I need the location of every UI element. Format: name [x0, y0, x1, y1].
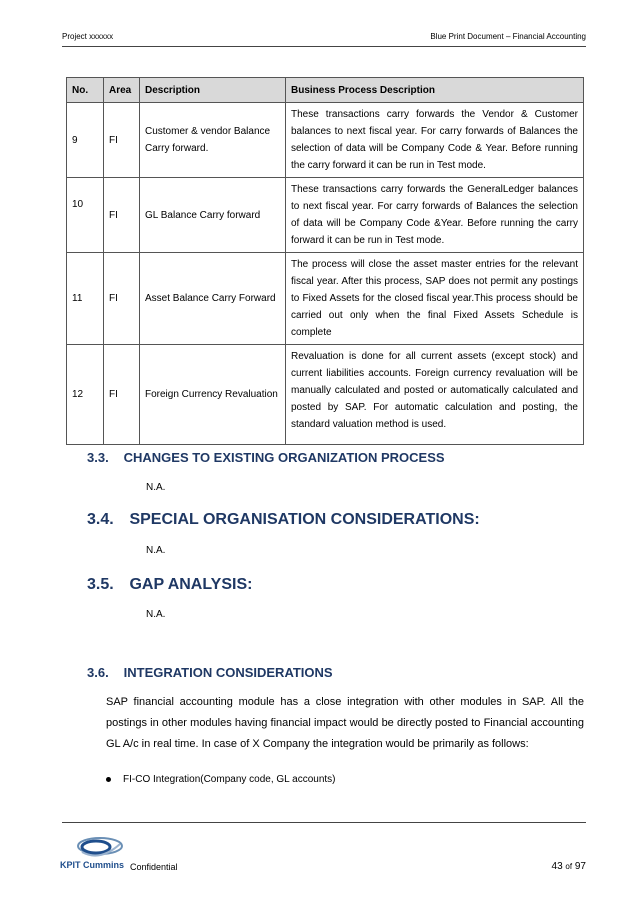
business-process-table	[66, 77, 584, 445]
section-title: SPECIAL ORGANISATION CONSIDERATIONS:	[129, 511, 480, 528]
cell-description: Foreign Currency Revaluation	[140, 345, 286, 445]
total-pages: 97	[574, 861, 586, 872]
cell-no: 11	[67, 253, 104, 345]
section-title: INTEGRATION CONSIDERATIONS	[123, 665, 333, 680]
section-title: GAP ANALYSIS:	[129, 576, 253, 593]
cell-no: 9	[67, 103, 104, 178]
company-logo	[60, 832, 130, 872]
list-item-text: FI-CO Integration(Company code, GL accounts)	[123, 774, 336, 785]
section-number: 3.3.	[87, 450, 109, 465]
header-doc-title: Blue Print Document – Financial Accounting	[430, 32, 586, 41]
list-item	[106, 774, 336, 785]
cell-description: Customer & vendor Balance Carry forward.	[140, 103, 286, 178]
cell-no: 10	[67, 178, 104, 253]
section-body: N.A.	[146, 609, 166, 620]
table-header-row	[67, 78, 584, 103]
section-body: N.A.	[146, 482, 166, 493]
col-header-no: No.	[67, 78, 104, 103]
section-heading-3-6	[87, 665, 333, 680]
of-label: of	[565, 862, 573, 871]
cell-area: FI	[104, 345, 140, 445]
logo-text: KPIT Cummins	[60, 860, 125, 870]
section-paragraph: SAP financial accounting module has a close integration with other modules in SAP. All the postings in other modules having financial impact would be directly posted to Financial accounting GL A/c in real time. In case of X Company the integration would be primarily as follows:	[106, 696, 584, 750]
kpit-logo-icon	[60, 832, 130, 872]
section-title: CHANGES TO EXISTING ORGANIZATION PROCESS	[123, 450, 445, 465]
col-header-bpd: Business Process Description	[286, 78, 584, 103]
cell-area: FI	[104, 178, 140, 253]
table-row	[67, 253, 584, 345]
section-number: 3.6.	[87, 665, 109, 680]
cell-area: FI	[104, 103, 140, 178]
table-row	[67, 345, 584, 445]
header-project: Project xxxxxx	[62, 32, 114, 41]
cell-description: GL Balance Carry forward	[140, 178, 286, 253]
page-header	[62, 32, 586, 47]
table-row	[67, 178, 584, 253]
cell-bpd: These transactions carry forwards the GeneralLedger balances to next fiscal year. For carry forwards of Balances the selection of data will be Company Code &Year. Before running the carry forward it can be run in Test mode.	[286, 178, 584, 253]
footer-divider	[62, 822, 586, 823]
table-row	[67, 103, 584, 178]
section-number: 3.4.	[87, 511, 114, 528]
cell-no: 12	[67, 345, 104, 445]
section-heading-3-5	[87, 576, 252, 594]
cell-bpd: The process will close the asset master entries for the relevant fiscal year. After this process, SAP does not permit any postings to Fixed Assets for the closed fiscal year.This process should be carried out only when the final Fixed Assets Schedule is complete	[286, 253, 584, 345]
footer-confidential: Confidential	[130, 862, 178, 872]
page-number	[552, 861, 586, 872]
cell-area: FI	[104, 253, 140, 345]
section-number: 3.5.	[87, 576, 114, 593]
col-header-description: Description	[140, 78, 286, 103]
section-body: N.A.	[146, 545, 166, 556]
col-header-area: Area	[104, 78, 140, 103]
cell-description: Asset Balance Carry Forward	[140, 253, 286, 345]
current-page: 43	[551, 861, 563, 872]
section-heading-3-4	[87, 511, 480, 529]
bullet-icon	[106, 777, 111, 782]
cell-bpd: These transactions carry forwards the Vendor & Customer balances to next fiscal year. For carry forwards of Balances the selection of data will be Company Code & Year. Before running the carry forward it can be run in Test mode.	[286, 103, 584, 178]
section-heading-3-3	[87, 450, 445, 465]
cell-bpd: Revaluation is done for all current assets (except stock) and current liabilities accounts. Foreign currency revaluation will be manually calculated and posted or automatically calculated and posted by SAP. For automatic calculation and posting, the standard valuation method is used.	[286, 345, 584, 445]
